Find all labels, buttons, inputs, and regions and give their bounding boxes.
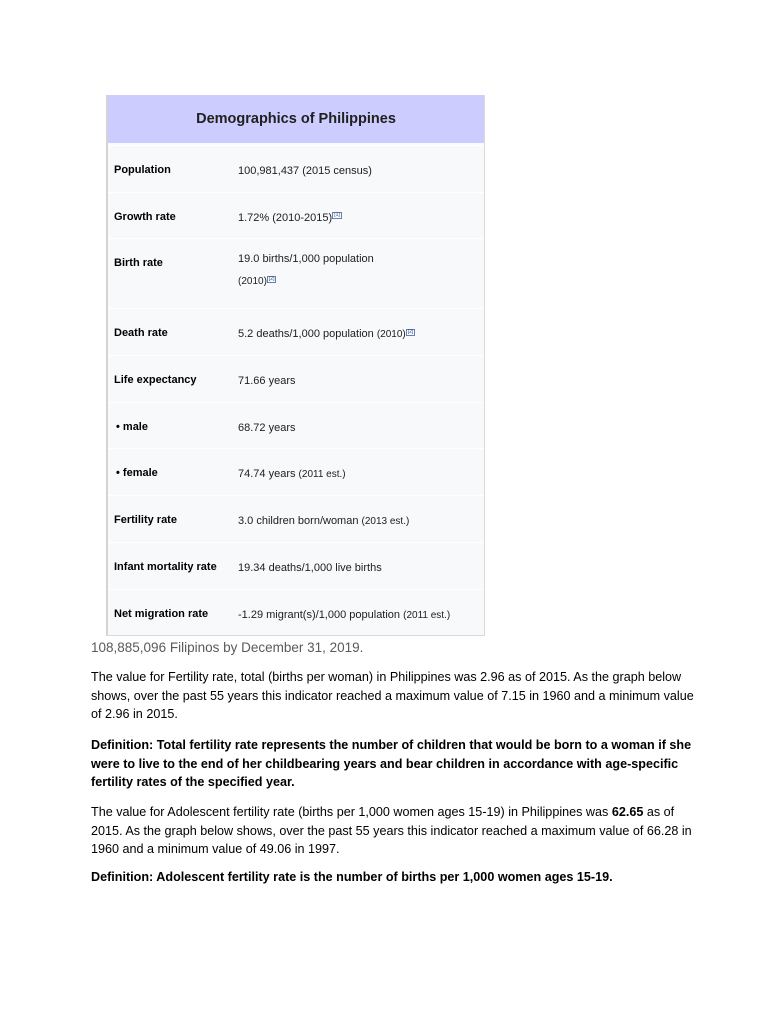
row-birth-rate xyxy=(108,238,484,308)
row-value: 68.72 years xyxy=(238,421,296,434)
row-value: -1.29 migrant(s)/1,000 population (2011 est.) xyxy=(238,608,451,621)
row-death-rate xyxy=(108,308,484,355)
row-life-expectancy xyxy=(108,355,484,402)
paragraph-fertility-rate: The value for Fertility rate, total (births per woman) in Philippines was 2.96 as of 2015. As the graph below shows, over the past 55 years this indicator reached a maximum value of 7.15 in 1960 and a minimum value of 2.96 in 2015. xyxy=(91,670,694,721)
row-net-migration-rate xyxy=(108,589,484,636)
infobox-title: Demographics of Philippines xyxy=(108,95,484,143)
row-infant-mortality-rate xyxy=(108,542,484,589)
row-label: Net migration rate xyxy=(114,607,209,620)
demographics-infobox xyxy=(106,95,485,636)
row-growth-rate xyxy=(108,192,484,239)
row-value: 19.0 births/1,000 population (2010) [2] xyxy=(238,253,374,288)
row-label: • male xyxy=(116,420,148,433)
row-label: Infant mortality rate xyxy=(114,560,217,573)
row-label: Death rate xyxy=(114,327,168,340)
row-fertility-rate xyxy=(108,495,484,542)
row-value: 74.74 years (2011 est.) xyxy=(238,468,346,481)
row-population xyxy=(108,145,484,192)
paragraph-adolescent-fertility: The value for Adolescent fertility rate (births per 1,000 women ages 15-19) in Philippines was 62.65 as of 2015. As the graph below shows, over the past 55 years this indicator reached a maximum value of 66.28 in 1960 and a minimum value of 49.06 in 1997. xyxy=(91,805,692,856)
row-label: Birth rate xyxy=(114,257,163,270)
reference-link[interactable]: [2] xyxy=(268,275,275,282)
row-label: Fertility rate xyxy=(114,514,177,527)
population-caption: 108,885,096 Filipinos by December 31, 2019. xyxy=(91,640,364,655)
row-label: Population xyxy=(114,164,171,176)
row-label: • female xyxy=(116,467,158,480)
reference-link[interactable]: [2] xyxy=(407,328,414,335)
row-male xyxy=(108,402,484,449)
row-label: Life expectancy xyxy=(114,374,197,387)
row-value: 19.34 deaths/1,000 live births xyxy=(238,561,382,574)
row-value: 1.72% (2010-2015) [1] xyxy=(238,211,340,224)
row-value: 3.0 children born/woman (2013 est.) xyxy=(238,515,410,528)
row-value: 5.2 deaths/1,000 population (2010) [2] xyxy=(238,328,414,341)
row-female xyxy=(108,448,484,495)
row-value: 71.66 years xyxy=(238,375,296,388)
reference-link[interactable]: [1] xyxy=(334,212,340,219)
paragraph-fertility-definition: Definition: Total fertility rate represents the number of children that would be born to a woman if she were to live to the end of her childbearing years and bear children in accordance with age-specific fertility rates of the specified year. xyxy=(91,738,692,789)
paragraph-adolescent-definition: Definition: Adolescent fertility rate is the number of births per 1,000 women ages 15-19. xyxy=(91,870,613,884)
row-label: Growth rate xyxy=(114,210,176,223)
row-value: 100,981,437 (2015 census) xyxy=(238,165,372,177)
